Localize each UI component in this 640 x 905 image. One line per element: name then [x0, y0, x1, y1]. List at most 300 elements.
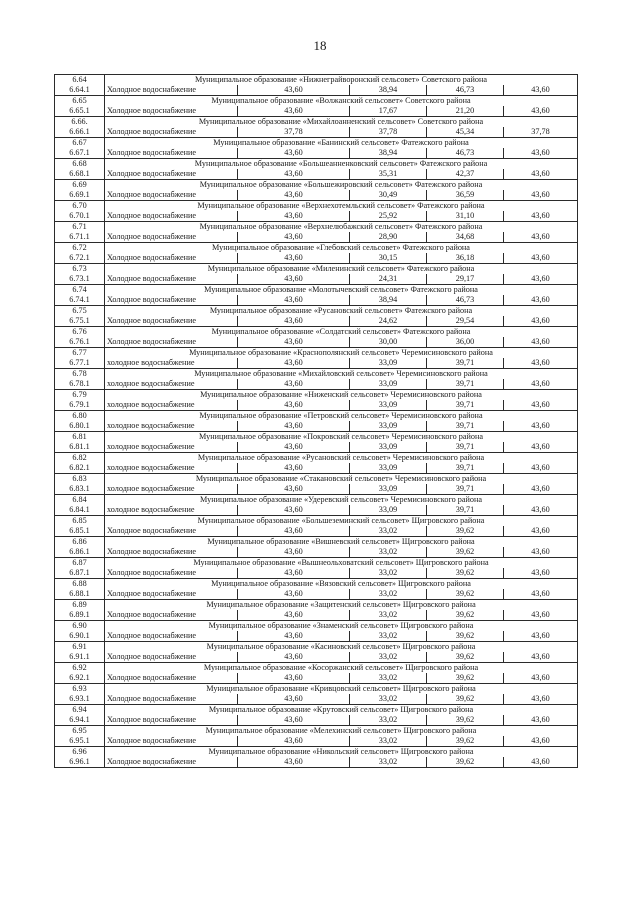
sub-row-number: 6.66.1	[55, 127, 105, 138]
sub-row-number: 6.86.1	[55, 547, 105, 558]
row-number: 6.67	[55, 138, 105, 149]
tariff-value-4: 43,60	[504, 232, 578, 243]
municipality-row	[55, 138, 578, 149]
tariff-value-3: 46,73	[427, 85, 504, 96]
row-number: 6.78	[55, 369, 105, 380]
service-name: Холодное водоснабжение	[105, 148, 238, 159]
service-row	[55, 421, 578, 432]
row-number: 6.91	[55, 642, 105, 653]
municipality-name: Муниципальное образование «Банинский сельсовет» Фатежского района	[105, 138, 578, 149]
municipality-row	[55, 579, 578, 590]
tariff-value-3: 42,37	[427, 169, 504, 180]
municipality-name: Муниципальное образование «Удеревский сельсовет» Черемисиновского района	[105, 495, 578, 506]
row-number: 6.72	[55, 243, 105, 254]
service-row	[55, 379, 578, 390]
service-name: Холодное водоснабжение	[105, 190, 238, 201]
tariff-value-3: 36,00	[427, 337, 504, 348]
municipality-row	[55, 705, 578, 716]
tariff-value-1: 43,60	[238, 148, 350, 159]
tariff-value-2: 37,78	[350, 127, 427, 138]
sub-row-number: 6.81.1	[55, 442, 105, 453]
tariff-value-1: 43,60	[238, 694, 350, 705]
service-row	[55, 463, 578, 474]
tariff-value-2: 17,67	[350, 106, 427, 117]
tariff-value-2: 30,00	[350, 337, 427, 348]
row-number: 6.73	[55, 264, 105, 275]
service-row	[55, 631, 578, 642]
municipality-name: Муниципальное образование «Верхнехотемльский сельсовет» Фатежского района	[105, 201, 578, 212]
service-name: Холодное водоснабжение	[105, 106, 238, 117]
municipality-row	[55, 432, 578, 443]
tariff-value-2: 33,02	[350, 589, 427, 600]
service-row	[55, 673, 578, 684]
sub-row-number: 6.84.1	[55, 505, 105, 516]
service-row	[55, 400, 578, 411]
service-name: холодное водоснабжение	[105, 505, 238, 516]
municipality-row	[55, 96, 578, 107]
tariff-value-2: 33,09	[350, 505, 427, 516]
tariff-value-1: 43,60	[238, 85, 350, 96]
tariff-value-4: 43,60	[504, 547, 578, 558]
tariff-value-1: 43,60	[238, 736, 350, 747]
tariff-value-4: 43,60	[504, 736, 578, 747]
row-number: 6.94	[55, 705, 105, 716]
tariff-value-1: 43,60	[238, 547, 350, 558]
row-number: 6.71	[55, 222, 105, 233]
municipality-name: Муниципальное образование «Солдатский сельсовет» Фатежского района	[105, 327, 578, 338]
tariff-value-2: 33,09	[350, 379, 427, 390]
municipality-name: Муниципальное образование «Покровский сельсовет» Черемисиновского района	[105, 432, 578, 443]
municipality-name: Муниципальное образование «Косоржанский сельсовет» Щигровского района	[105, 663, 578, 674]
sub-row-number: 6.91.1	[55, 652, 105, 663]
sub-row-number: 6.77.1	[55, 358, 105, 369]
tariff-value-4: 43,60	[504, 484, 578, 495]
tariff-value-1: 37,78	[238, 127, 350, 138]
tariff-value-3: 39,71	[427, 379, 504, 390]
tariff-value-2: 33,09	[350, 421, 427, 432]
municipality-name: Муниципальное образование «Большеземинский сельсовет» Щигровского района	[105, 516, 578, 527]
row-number: 6.96	[55, 747, 105, 758]
municipality-name: Муниципальное образование «Крутовский сельсовет» Щигровского района	[105, 705, 578, 716]
municipality-row	[55, 348, 578, 359]
service-row	[55, 85, 578, 96]
tariff-value-3: 39,71	[427, 463, 504, 474]
sub-row-number: 6.74.1	[55, 295, 105, 306]
tariff-value-2: 33,02	[350, 673, 427, 684]
municipality-name: Муниципальное образование «Кривцовский сельсовет» Щигровского района	[105, 684, 578, 695]
sub-row-number: 6.75.1	[55, 316, 105, 327]
tariff-value-2: 33,02	[350, 715, 427, 726]
tariff-value-4: 43,60	[504, 673, 578, 684]
sub-row-number: 6.70.1	[55, 211, 105, 222]
tariff-value-4: 43,60	[504, 148, 578, 159]
tariff-value-4: 43,60	[504, 757, 578, 768]
tariff-value-1: 43,60	[238, 421, 350, 432]
service-name: холодное водоснабжение	[105, 442, 238, 453]
tariff-value-1: 43,60	[238, 295, 350, 306]
tariff-value-3: 31,10	[427, 211, 504, 222]
tariff-value-2: 33,09	[350, 442, 427, 453]
tariff-value-2: 28,90	[350, 232, 427, 243]
municipality-row	[55, 306, 578, 317]
row-number: 6.81	[55, 432, 105, 443]
sub-row-number: 6.73.1	[55, 274, 105, 285]
service-name: холодное водоснабжение	[105, 463, 238, 474]
service-name: Холодное водоснабжение	[105, 652, 238, 663]
tariff-value-3: 39,62	[427, 736, 504, 747]
municipality-row	[55, 516, 578, 527]
sub-row-number: 6.82.1	[55, 463, 105, 474]
municipality-name: Муниципальное образование «Миленинский сельсовет» Фатежского района	[105, 264, 578, 275]
tariff-value-2: 33,09	[350, 463, 427, 474]
tariff-value-2: 33,02	[350, 610, 427, 621]
service-name: Холодное водоснабжение	[105, 526, 238, 537]
tariff-value-2: 33,09	[350, 484, 427, 495]
service-row	[55, 148, 578, 159]
tariff-value-3: 39,71	[427, 358, 504, 369]
row-number: 6.69	[55, 180, 105, 191]
tariff-value-4: 43,60	[504, 526, 578, 537]
tariff-value-2: 24,62	[350, 316, 427, 327]
municipality-name: Муниципальное образование «Защитенский сельсовет» Щигровского района	[105, 600, 578, 611]
sub-row-number: 6.94.1	[55, 715, 105, 726]
tariff-value-2: 33,02	[350, 526, 427, 537]
tariff-value-4: 43,60	[504, 442, 578, 453]
tariff-value-4: 37,78	[504, 127, 578, 138]
tariff-value-3: 39,62	[427, 589, 504, 600]
municipality-row	[55, 747, 578, 758]
tariff-value-3: 39,62	[427, 610, 504, 621]
tariff-value-1: 43,60	[238, 484, 350, 495]
municipality-name: Муниципальное образование «Мелехинский сельсовет» Щигровского района	[105, 726, 578, 737]
tariff-value-4: 43,60	[504, 253, 578, 264]
service-name: Холодное водоснабжение	[105, 673, 238, 684]
service-name: Холодное водоснабжение	[105, 169, 238, 180]
service-name: Холодное водоснабжение	[105, 211, 238, 222]
municipality-name: Муниципальное образование «Большеанненковский сельсовет» Фатежского района	[105, 159, 578, 170]
tariff-value-4: 43,60	[504, 358, 578, 369]
row-number: 6.74	[55, 285, 105, 296]
tariff-value-4: 43,60	[504, 211, 578, 222]
municipality-row	[55, 474, 578, 485]
municipality-name: Муниципальное образование «Русановский сельсовет» Черемисиновского района	[105, 453, 578, 464]
tariff-value-1: 43,60	[238, 169, 350, 180]
municipality-row	[55, 285, 578, 296]
tariff-value-2: 33,02	[350, 547, 427, 558]
tariff-value-3: 39,62	[427, 526, 504, 537]
sub-row-number: 6.78.1	[55, 379, 105, 390]
tariff-value-4: 43,60	[504, 85, 578, 96]
service-row	[55, 316, 578, 327]
municipality-name: Муниципальное образование «Касиновский сельсовет» Щигровского района	[105, 642, 578, 653]
service-row	[55, 169, 578, 180]
service-row	[55, 715, 578, 726]
service-row	[55, 589, 578, 600]
service-name: Холодное водоснабжение	[105, 253, 238, 264]
tariff-value-4: 43,60	[504, 316, 578, 327]
municipality-name: Муниципальное образование «Стакановский сельсовет» Черемисиновского района	[105, 474, 578, 485]
tariff-value-2: 35,31	[350, 169, 427, 180]
tariff-value-3: 46,73	[427, 295, 504, 306]
row-number: 6.90	[55, 621, 105, 632]
service-name: Холодное водоснабжение	[105, 274, 238, 285]
municipality-row	[55, 600, 578, 611]
tariff-value-1: 43,60	[238, 568, 350, 579]
municipality-name: Муниципальное образование «Глебовский сельсовет» Фатежского района	[105, 243, 578, 254]
municipality-row	[55, 243, 578, 254]
service-name: Холодное водоснабжение	[105, 631, 238, 642]
municipality-row	[55, 537, 578, 548]
row-number: 6.89	[55, 600, 105, 611]
tariff-value-3: 39,62	[427, 673, 504, 684]
tariff-value-3: 21,20	[427, 106, 504, 117]
service-row	[55, 652, 578, 663]
service-name: Холодное водоснабжение	[105, 715, 238, 726]
tariff-value-1: 43,60	[238, 190, 350, 201]
service-row	[55, 295, 578, 306]
tariff-value-3: 29,54	[427, 316, 504, 327]
tariff-value-2: 33,09	[350, 358, 427, 369]
sub-row-number: 6.83.1	[55, 484, 105, 495]
service-name: Холодное водоснабжение	[105, 589, 238, 600]
row-number: 6.65	[55, 96, 105, 107]
municipality-row	[55, 642, 578, 653]
service-row	[55, 694, 578, 705]
tariff-value-4: 43,60	[504, 631, 578, 642]
municipality-name: Муниципальное образование «Краснополянский сельсовет» Черемисиновского района	[105, 348, 578, 359]
tariff-value-4: 43,60	[504, 190, 578, 201]
tariff-value-3: 45,34	[427, 127, 504, 138]
tariff-value-4: 43,60	[504, 295, 578, 306]
tariff-value-1: 43,60	[238, 316, 350, 327]
sub-row-number: 6.90.1	[55, 631, 105, 642]
service-name: Холодное водоснабжение	[105, 85, 238, 96]
sub-row-number: 6.67.1	[55, 148, 105, 159]
tariff-value-2: 38,94	[350, 148, 427, 159]
municipality-name: Муниципальное образование «Вишневский сельсовет» Щигровского района	[105, 537, 578, 548]
service-row	[55, 547, 578, 558]
row-number: 6.93	[55, 684, 105, 695]
row-number: 6.88	[55, 579, 105, 590]
service-name: Холодное водоснабжение	[105, 694, 238, 705]
tariff-value-1: 43,60	[238, 232, 350, 243]
row-number: 6.77	[55, 348, 105, 359]
service-name: Холодное водоснабжение	[105, 610, 238, 621]
municipality-name: Муниципальное образование «Михайловский сельсовет» Черемисиновского района	[105, 369, 578, 380]
sub-row-number: 6.95.1	[55, 736, 105, 747]
municipality-row	[55, 621, 578, 632]
service-row	[55, 505, 578, 516]
service-row	[55, 358, 578, 369]
service-row	[55, 274, 578, 285]
tariff-value-1: 43,60	[238, 652, 350, 663]
tariff-value-3: 29,17	[427, 274, 504, 285]
service-row	[55, 337, 578, 348]
municipality-name: Муниципальное образование «Ниженский сельсовет» Черемисиновского района	[105, 390, 578, 401]
tariff-value-3: 46,73	[427, 148, 504, 159]
service-name: Холодное водоснабжение	[105, 757, 238, 768]
service-row	[55, 127, 578, 138]
tariff-value-1: 43,60	[238, 253, 350, 264]
municipality-name: Муниципальное образование «Петровский сельсовет» Черемисиновского района	[105, 411, 578, 422]
tariff-value-3: 39,71	[427, 421, 504, 432]
tariff-value-2: 33,02	[350, 652, 427, 663]
tariff-value-4: 43,60	[504, 274, 578, 285]
tariff-value-3: 39,71	[427, 442, 504, 453]
tariff-value-1: 43,60	[238, 379, 350, 390]
row-number: 6.80	[55, 411, 105, 422]
tariff-value-4: 43,60	[504, 421, 578, 432]
sub-row-number: 6.65.1	[55, 106, 105, 117]
row-number: 6.86	[55, 537, 105, 548]
service-row	[55, 190, 578, 201]
sub-row-number: 6.93.1	[55, 694, 105, 705]
page-number: 18	[313, 38, 327, 53]
row-number: 6.95	[55, 726, 105, 737]
service-row	[55, 211, 578, 222]
tariff-value-1: 43,60	[238, 757, 350, 768]
municipality-row	[55, 726, 578, 737]
row-number: 6.76	[55, 327, 105, 338]
tariff-value-4: 43,60	[504, 568, 578, 579]
service-row	[55, 526, 578, 537]
tariff-value-4: 43,60	[504, 715, 578, 726]
sub-row-number: 6.85.1	[55, 526, 105, 537]
tariff-value-4: 43,60	[504, 169, 578, 180]
service-row	[55, 484, 578, 495]
municipality-row	[55, 453, 578, 464]
municipality-name: Муниципальное образование «Молотычевский сельсовет» Фатежского района	[105, 285, 578, 296]
tariff-value-4: 43,60	[504, 652, 578, 663]
row-number: 6.75	[55, 306, 105, 317]
row-number: 6.82	[55, 453, 105, 464]
tariff-value-3: 39,62	[427, 694, 504, 705]
tariff-value-3: 39,71	[427, 505, 504, 516]
service-name: Холодное водоснабжение	[105, 337, 238, 348]
tariff-value-1: 43,60	[238, 610, 350, 621]
tariff-value-3: 39,71	[427, 484, 504, 495]
municipality-row	[55, 222, 578, 233]
tariff-value-3: 39,71	[427, 400, 504, 411]
municipality-name: Муниципальное образование «Большежировский сельсовет» Фатежского района	[105, 180, 578, 191]
tariff-value-3: 39,62	[427, 757, 504, 768]
municipality-row	[55, 495, 578, 506]
municipality-name: Муниципальное образование «Вязовский сельсовет» Щигровского района	[105, 579, 578, 590]
tariff-value-2: 38,94	[350, 295, 427, 306]
tariff-value-1: 43,60	[238, 400, 350, 411]
service-name: Холодное водоснабжение	[105, 295, 238, 306]
tariff-value-3: 39,62	[427, 547, 504, 558]
tariff-value-4: 43,60	[504, 463, 578, 474]
municipality-name: Муниципальное образование «Русановский сельсовет» Фатежского района	[105, 306, 578, 317]
tariff-value-1: 43,60	[238, 106, 350, 117]
municipality-row	[55, 411, 578, 422]
tariff-value-3: 34,68	[427, 232, 504, 243]
tariff-value-2: 30,49	[350, 190, 427, 201]
service-row	[55, 253, 578, 264]
tariff-value-4: 43,60	[504, 610, 578, 621]
municipality-row	[55, 390, 578, 401]
tariff-value-3: 39,62	[427, 715, 504, 726]
tariff-value-1: 43,60	[238, 442, 350, 453]
service-name: Холодное водоснабжение	[105, 127, 238, 138]
service-row	[55, 610, 578, 621]
tariff-value-1: 43,60	[238, 526, 350, 537]
service-name: холодное водоснабжение	[105, 379, 238, 390]
service-row	[55, 568, 578, 579]
sub-row-number: 6.64.1	[55, 85, 105, 96]
tariff-value-1: 43,60	[238, 631, 350, 642]
row-number: 6.66.	[55, 117, 105, 128]
tariff-table-body	[55, 75, 578, 768]
tariff-value-4: 43,60	[504, 694, 578, 705]
service-row	[55, 232, 578, 243]
sub-row-number: 6.69.1	[55, 190, 105, 201]
municipality-row	[55, 159, 578, 170]
tariff-value-1: 43,60	[238, 505, 350, 516]
tariff-value-1: 43,60	[238, 337, 350, 348]
tariff-value-4: 43,60	[504, 589, 578, 600]
sub-row-number: 6.79.1	[55, 400, 105, 411]
tariff-value-2: 38,94	[350, 85, 427, 96]
municipality-name: Муниципальное образование «Верхнелюбажский сельсовет» Фатежского района	[105, 222, 578, 233]
municipality-name: Муниципальное образование «Вышнеольховатский сельсовет» Щигровского района	[105, 558, 578, 569]
municipality-name: Муниципальное образование «Нижнеграйворонский сельсовет» Советского района	[105, 75, 578, 86]
tariff-table	[54, 74, 578, 768]
row-number: 6.87	[55, 558, 105, 569]
sub-row-number: 6.87.1	[55, 568, 105, 579]
service-row	[55, 442, 578, 453]
municipality-name: Муниципальное образование «Волжанский сельсовет» Советского района	[105, 96, 578, 107]
tariff-value-2: 30,15	[350, 253, 427, 264]
sub-row-number: 6.71.1	[55, 232, 105, 243]
tariff-value-1: 43,60	[238, 274, 350, 285]
municipality-name: Муниципальное образование «Знаменский сельсовет» Щигровского района	[105, 621, 578, 632]
sub-row-number: 6.72.1	[55, 253, 105, 264]
service-name: холодное водоснабжение	[105, 421, 238, 432]
tariff-value-4: 43,60	[504, 379, 578, 390]
service-name: холодное водоснабжение	[105, 400, 238, 411]
row-number: 6.83	[55, 474, 105, 485]
row-number: 6.64	[55, 75, 105, 86]
tariff-value-4: 43,60	[504, 400, 578, 411]
sub-row-number: 6.96.1	[55, 757, 105, 768]
tariff-value-3: 39,62	[427, 568, 504, 579]
tariff-value-3: 36,18	[427, 253, 504, 264]
service-name: Холодное водоснабжение	[105, 316, 238, 327]
service-row	[55, 757, 578, 768]
sub-row-number: 6.92.1	[55, 673, 105, 684]
tariff-value-1: 43,60	[238, 715, 350, 726]
municipality-row	[55, 75, 578, 86]
tariff-value-1: 43,60	[238, 589, 350, 600]
municipality-row	[55, 327, 578, 338]
service-row	[55, 736, 578, 747]
municipality-row	[55, 558, 578, 569]
row-number: 6.84	[55, 495, 105, 506]
tariff-value-2: 25,92	[350, 211, 427, 222]
tariff-value-4: 43,60	[504, 106, 578, 117]
row-number: 6.68	[55, 159, 105, 170]
municipality-row	[55, 684, 578, 695]
service-name: Холодное водоснабжение	[105, 232, 238, 243]
municipality-row	[55, 663, 578, 674]
municipality-row	[55, 117, 578, 128]
sub-row-number: 6.89.1	[55, 610, 105, 621]
tariff-value-1: 43,60	[238, 673, 350, 684]
row-number: 6.70	[55, 201, 105, 212]
tariff-value-1: 43,60	[238, 358, 350, 369]
